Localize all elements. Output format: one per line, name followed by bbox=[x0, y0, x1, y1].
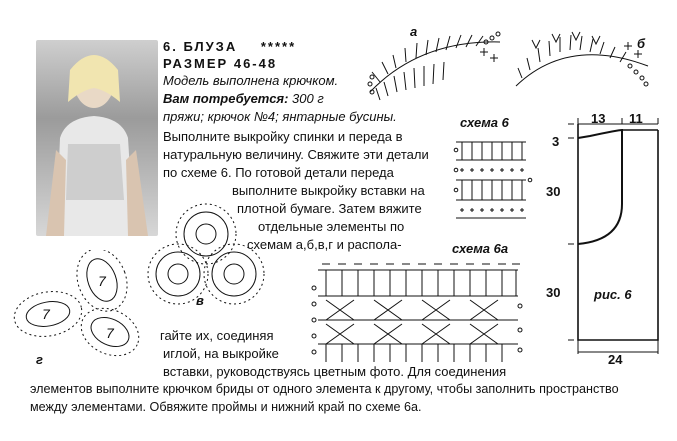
label-v: в bbox=[196, 293, 204, 308]
text-line: выполните выкройку вставки на bbox=[232, 183, 425, 198]
materials-line bbox=[163, 90, 324, 108]
text-line: гайте их, соединяя bbox=[160, 328, 274, 343]
text-line: плотной бумаге. Затем вяжите bbox=[237, 201, 422, 216]
text-line: иглой, на выкройке bbox=[163, 346, 279, 361]
motif-number: 7 bbox=[98, 273, 106, 289]
materials-label: Вам потребуется: bbox=[163, 91, 289, 106]
text-line: вставки, руководствуясь цветным фото. Для соединения bbox=[163, 364, 507, 379]
crochet-motif-v-diagram bbox=[140, 200, 270, 310]
crochet-motif-g-diagram bbox=[6, 250, 142, 360]
text-line: по схеме 6. По готовой детали переда bbox=[163, 165, 394, 180]
pattern-title: 6. БЛУЗА ***** bbox=[163, 39, 297, 54]
scheme-6a-label: схема 6а bbox=[452, 241, 509, 256]
dim-top-left: 13 bbox=[591, 111, 606, 126]
scheme-6-label: схема 6 bbox=[460, 115, 509, 130]
text-line: элементов выполните крючком бриды от одного элемента к другому, чтобы заполнить пространство bbox=[30, 382, 619, 396]
text-line: отдельные элементы по bbox=[258, 219, 405, 234]
dim-side-upper: 30 bbox=[546, 184, 561, 199]
text-line: схемам а,б,в,г и распола- bbox=[247, 237, 402, 252]
crochet-motif-a-diagram bbox=[360, 22, 510, 112]
crochet-motif-b-diagram bbox=[508, 26, 658, 96]
label-b: б bbox=[637, 36, 646, 51]
text-line: натуральную величину. Свяжите эти детали bbox=[163, 147, 429, 162]
label-a: а bbox=[410, 24, 418, 39]
scheme-6a-diagram bbox=[308, 258, 526, 366]
size-heading: РАЗМЕР 46-48 bbox=[163, 56, 278, 71]
materials-value: 300 г bbox=[288, 91, 324, 106]
dim-side-small: 3 bbox=[552, 134, 560, 149]
scheme-6-diagram bbox=[452, 136, 536, 226]
text-line: Выполните выкройку спинки и переда в bbox=[163, 129, 403, 144]
dim-top-right: 11 bbox=[629, 111, 643, 126]
figure-label: рис. 6 bbox=[594, 287, 632, 302]
intro-line: Модель выполнена крючком. bbox=[163, 73, 339, 88]
pattern-piece-diagram bbox=[560, 108, 670, 368]
difficulty-stars: ***** bbox=[260, 39, 297, 54]
motif-number: 7 bbox=[106, 325, 114, 341]
label-g: г bbox=[36, 352, 43, 367]
dim-bottom: 24 bbox=[608, 352, 623, 367]
dim-side-lower: 30 bbox=[546, 285, 561, 300]
materials-line-2: пряжи; крючок №4; янтарные бусины. bbox=[163, 109, 397, 124]
motif-number: 7 bbox=[42, 306, 50, 322]
text-line: между элементами. Обвяжите проймы и нижний край по схеме 6а. bbox=[30, 400, 422, 414]
